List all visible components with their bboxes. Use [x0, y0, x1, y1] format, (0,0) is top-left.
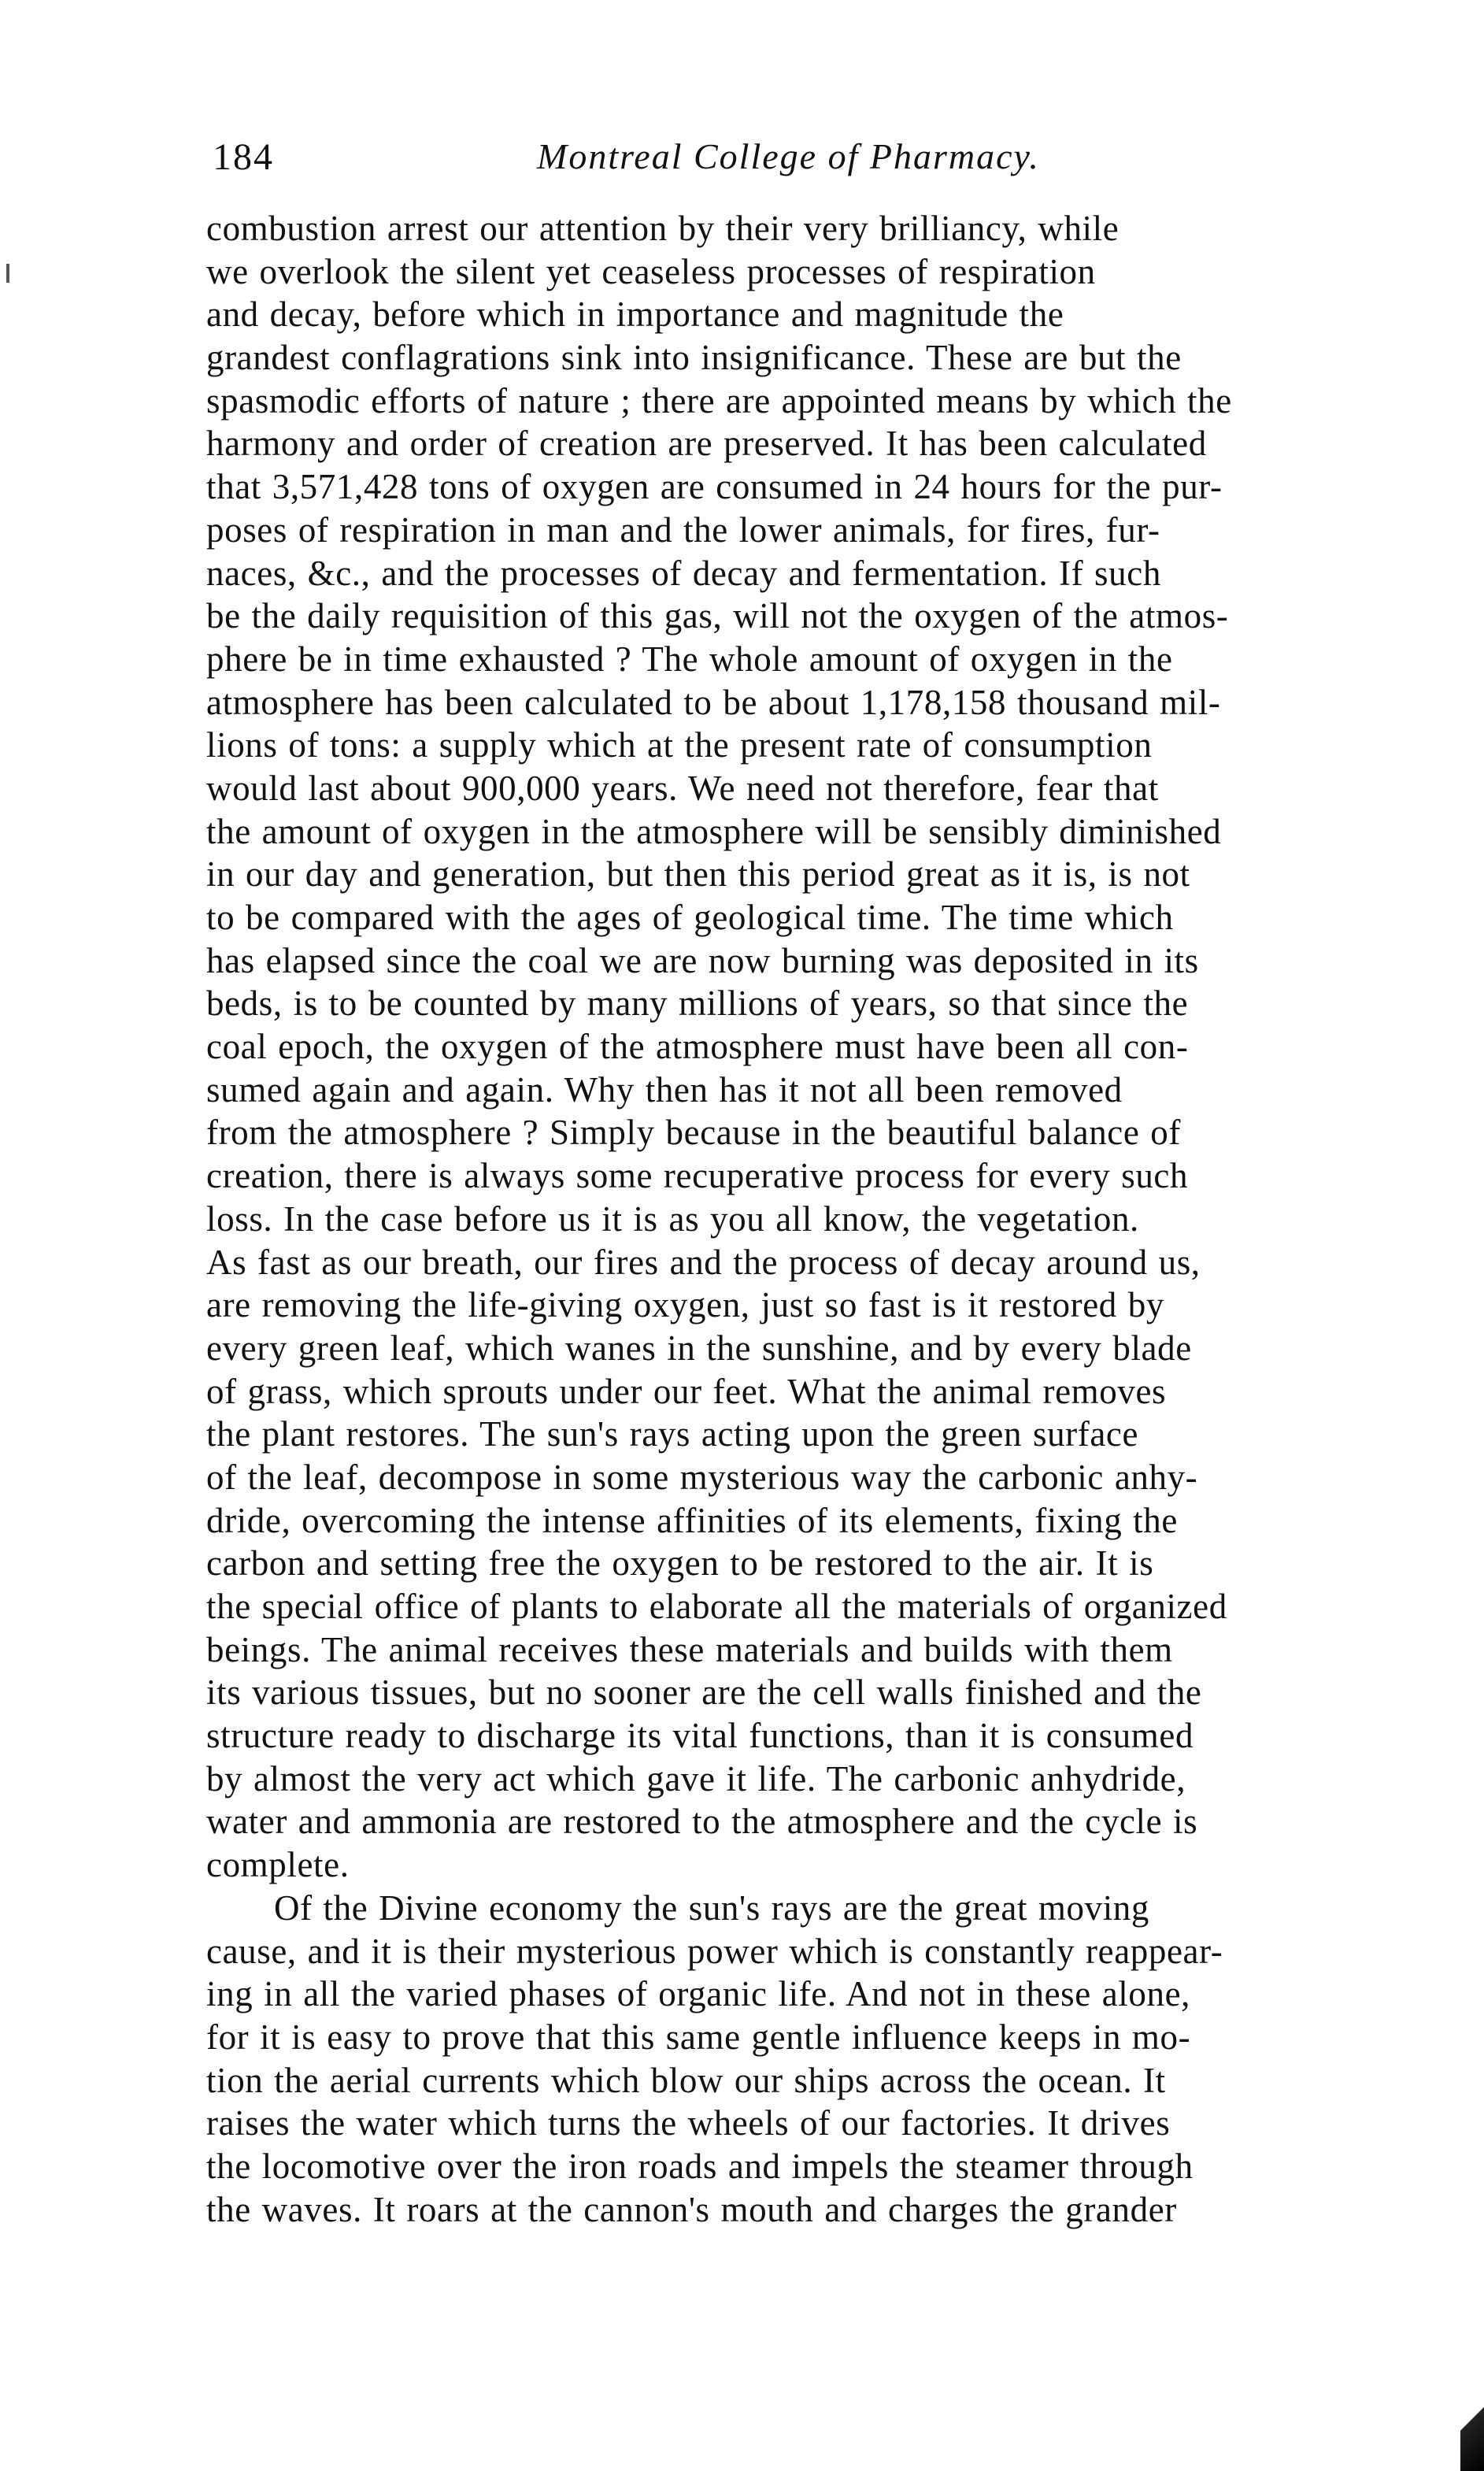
- text-line: the waves. It roars at the cannon's mouth and charges the grander: [206, 2189, 1177, 2229]
- text-line: would last about 900,000 years. We need not therefore, fear that: [206, 768, 1159, 808]
- text-line: every green leaf, which wanes in the sunshine, and by every blade: [206, 1328, 1192, 1368]
- text-line: has elapsed since the coal we are now burning was deposited in its: [206, 940, 1199, 980]
- text-line: atmosphere has been calculated to be about 1,178,158 thousand mil-: [206, 682, 1221, 722]
- text-line: Of the Divine economy the sun's rays are the great moving: [274, 1888, 1150, 1928]
- text-line: we overlook the silent yet ceaseless processes of respiration: [206, 251, 1096, 291]
- text-line: structure ready to discharge its vital functions, than it is consumed: [206, 1716, 1194, 1756]
- text-line: cause, and it is their mysterious power which is constantly reappear-: [206, 1931, 1223, 1971]
- text-line: to be compared with the ages of geological time. The time which: [206, 898, 1174, 937]
- text-line: its various tissues, but no sooner are the cell walls finished and the: [206, 1673, 1202, 1713]
- text-line: and decay, before which in importance and magnitude the: [206, 295, 1064, 335]
- page-number: 184: [213, 136, 274, 178]
- text-line: As fast as our breath, our fires and the process of decay around us,: [206, 1242, 1201, 1282]
- text-line: be the daily requisition of this gas, will not the oxygen of the atmos-: [206, 596, 1229, 636]
- text-line: coal epoch, the oxygen of the atmosphere must have been all con-: [206, 1027, 1189, 1067]
- page-header: [213, 129, 1149, 192]
- text-line: dride, overcoming the intense affinities of its elements, fixing the: [206, 1500, 1178, 1540]
- text-line: ing in all the varied phases of organic life. And not in these alone,: [206, 1974, 1191, 2014]
- text-line: grandest conflagrations sink into insignificance. These are but the: [206, 338, 1182, 378]
- text-line: harmony and order of creation are preserved. It has been calculated: [206, 424, 1207, 464]
- text-line: the special office of plants to elaborate all the materials of organized: [206, 1587, 1227, 1626]
- text-line: phere be in time exhausted ? The whole amount of oxygen in the: [206, 639, 1173, 679]
- text-line: spasmodic efforts of nature ; there are appointed means by which the: [206, 380, 1232, 420]
- text-line: lions of tons: a supply which at the present rate of consumption: [206, 725, 1153, 765]
- text-line: that 3,571,428 tons of oxygen are consumed in 24 hours for the pur-: [206, 467, 1223, 507]
- body-text: [206, 207, 1466, 2231]
- text-line: water and ammonia are restored to the atmosphere and the cycle is: [206, 1802, 1198, 1842]
- scan-corner-mark: [1460, 2395, 1484, 2471]
- text-line: tion the aerial currents which blow our ships across the ocean. It: [206, 2060, 1166, 2100]
- text-line: beings. The animal receives these materials and builds with them: [206, 1629, 1173, 1669]
- text-line: from the atmosphere ? Simply because in the beautiful balance of: [206, 1113, 1181, 1153]
- text-line: beds, is to be counted by many millions of years, so that since the: [206, 984, 1189, 1024]
- text-line: the locomotive over the iron roads and impels the steamer through: [206, 2146, 1193, 2186]
- text-line: in our day and generation, but then this period great as it is, is not: [206, 854, 1190, 895]
- text-line: of the leaf, decompose in some mysterious way the carbonic anhy-: [206, 1457, 1198, 1497]
- text-line: by almost the very act which gave it life. The carbonic anhydride,: [206, 1758, 1186, 1799]
- text-line: for it is easy to prove that this same gentle influence keeps in mo-: [206, 2017, 1191, 2057]
- text-line: are removing the life-giving oxygen, just so fast is it restored by: [206, 1285, 1164, 1325]
- text-line: poses of respiration in man and the lower animals, for fires, fur-: [206, 509, 1160, 550]
- text-line: the amount of oxygen in the atmosphere will be sensibly diminished: [206, 811, 1222, 851]
- text-line: the plant restores. The sun's rays acting upon the green surface: [206, 1414, 1139, 1454]
- text-line: of grass, which sprouts under our feet. What the animal removes: [206, 1371, 1167, 1411]
- running-head: Montreal College of Pharmacy.: [537, 136, 1040, 176]
- scan-edge-mark: [6, 264, 9, 283]
- text-line: naces, &c., and the processes of decay and fermentation. If such: [206, 553, 1161, 593]
- text-line: complete.: [206, 1845, 350, 1885]
- text-line: loss. In the case before us it is as you all know, the vegetation.: [206, 1198, 1139, 1239]
- text-line: carbon and setting free the oxygen to be restored to the air. It is: [206, 1543, 1154, 1584]
- text-line: creation, there is always some recuperative process for every such: [206, 1156, 1189, 1196]
- text-line: raises the water which turns the wheels of our factories. It drives: [206, 2103, 1171, 2143]
- text-line: combustion arrest our attention by their very brilliancy, while: [206, 209, 1119, 248]
- text-line: sumed again and again. Why then has it not all been removed: [206, 1069, 1123, 1110]
